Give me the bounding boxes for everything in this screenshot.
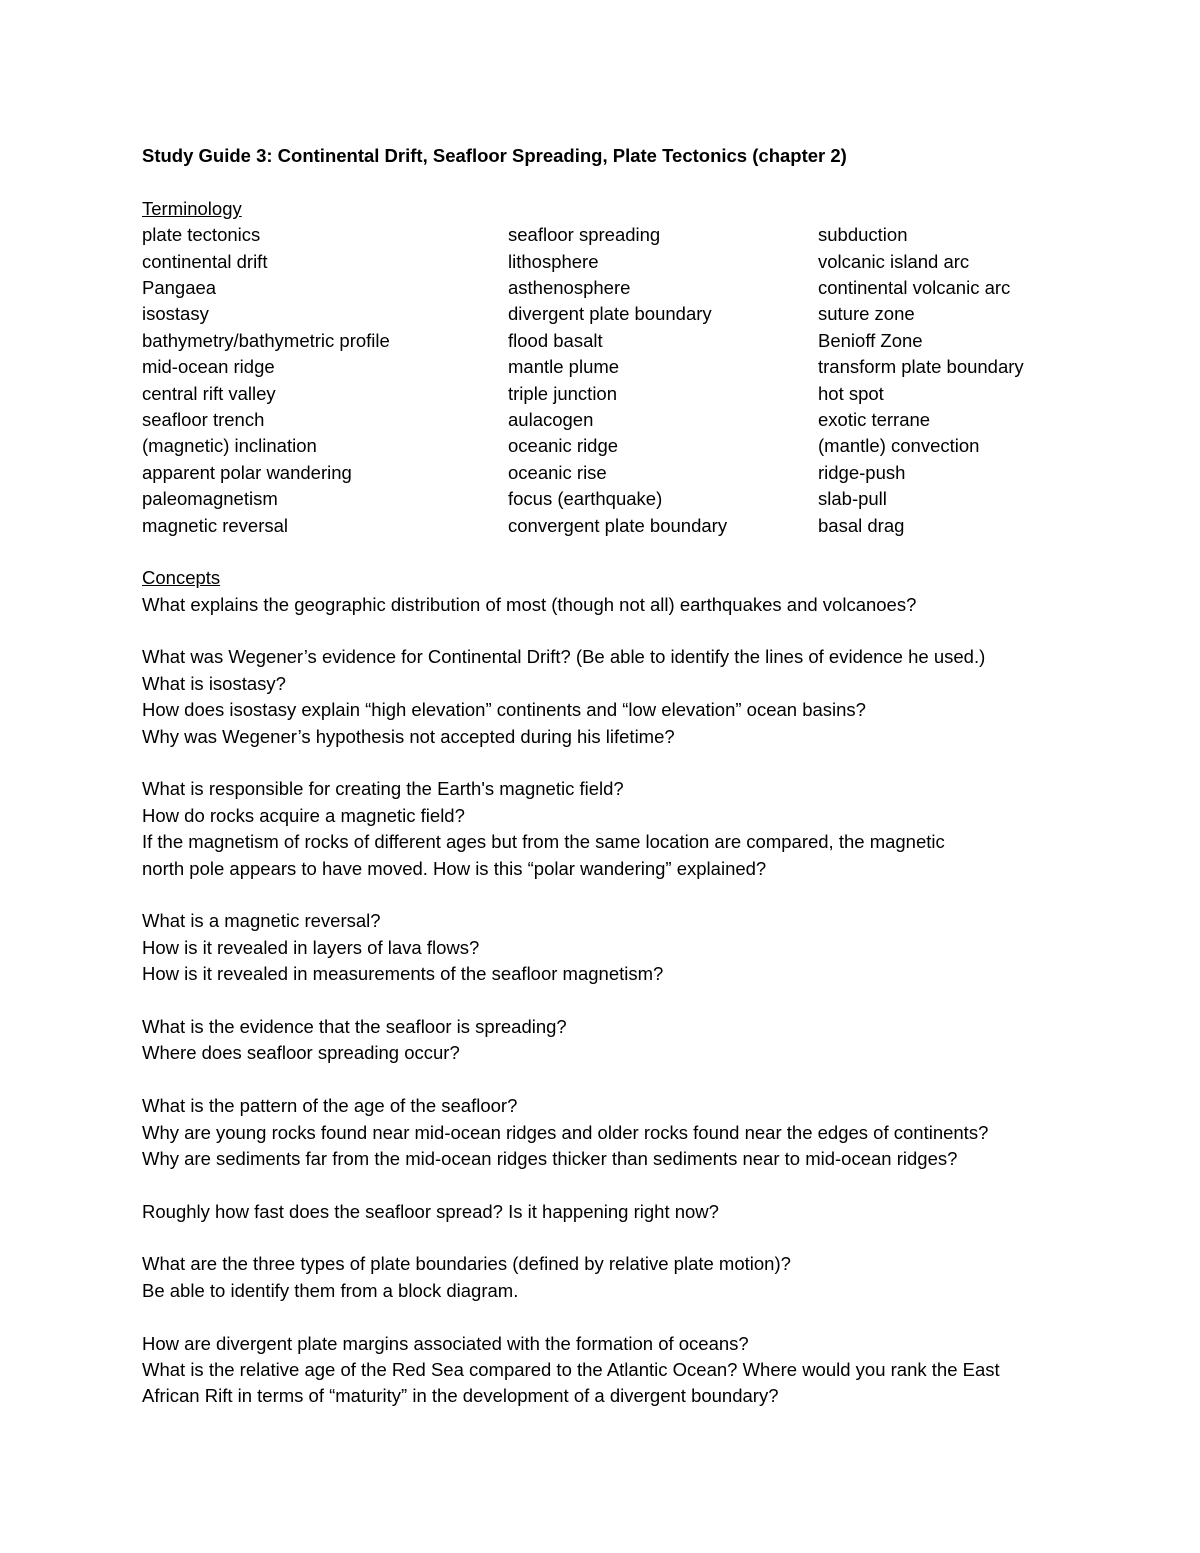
concept-question: What is the evidence that the seafloor is spreading? [142, 1015, 567, 1037]
concept-group [142, 1251, 1102, 1304]
term-item: plate tectonics [142, 224, 261, 246]
term-item: convergent plate boundary [508, 514, 728, 536]
concept-question: How does isostasy explain “high elevation” continents and “low elevation” ocean basins? [142, 699, 866, 721]
concept-group [142, 644, 1102, 750]
term-item: ridge-push [818, 461, 906, 483]
concept-group [142, 1331, 1102, 1410]
concept-question: north pole appears to have moved. How is this “polar wandering” explained? [142, 857, 767, 879]
terminology-table [142, 222, 1102, 539]
term-item: transform plate boundary [818, 356, 1024, 378]
concept-question: What is a magnetic reversal? [142, 910, 381, 932]
concept-question: How are divergent plate margins associated with the formation of oceans? [142, 1332, 749, 1354]
term-item: seafloor spreading [508, 224, 661, 246]
term-item: apparent polar wandering [142, 461, 352, 483]
concept-question: Where does seafloor spreading occur? [142, 1042, 460, 1064]
concept-group [142, 1014, 1102, 1067]
concept-question: What was Wegener’s evidence for Continental Drift? (Be able to identify the lines of evidence he used.) [142, 646, 986, 668]
term-item: Pangaea [142, 276, 217, 298]
terminology-column-3 [818, 222, 1102, 539]
concept-question: How is it revealed in layers of lava flows? [142, 936, 480, 958]
concept-question: What is responsible for creating the Earth's magnetic field? [142, 778, 624, 800]
terminology-heading: Terminology [142, 197, 242, 219]
concept-question: What explains the geographic distribution of most (though not all) earthquakes and volcanoes? [142, 593, 917, 615]
term-item: volcanic island arc [818, 250, 970, 272]
term-item: asthenosphere [508, 276, 631, 298]
terminology-column-2 [508, 222, 818, 539]
term-item: oceanic ridge [508, 435, 619, 457]
concept-question: If the magnetism of rocks of different ages but from the same location are compared, the magnetic [142, 831, 945, 853]
term-item: focus (earthquake) [508, 488, 663, 510]
term-item: bathymetry/bathymetric profile [142, 329, 390, 351]
term-item: oceanic rise [508, 461, 607, 483]
term-item: exotic terrane [818, 408, 931, 430]
term-item: subduction [818, 224, 908, 246]
term-item: paleomagnetism [142, 488, 278, 510]
term-item: triple junction [508, 382, 618, 404]
document-page [142, 143, 1102, 1436]
concept-question: How is it revealed in measurements of the seafloor magnetism? [142, 963, 664, 985]
term-item: slab-pull [818, 488, 887, 510]
concept-group [142, 908, 1102, 987]
term-item: (mantle) convection [818, 435, 980, 457]
term-item: seafloor trench [142, 408, 265, 430]
term-item: Benioff Zone [818, 329, 923, 351]
concept-question: Be able to identify them from a block diagram. [142, 1279, 519, 1301]
term-item: continental volcanic arc [818, 276, 1011, 298]
concepts-list [142, 592, 1102, 1410]
term-item: suture zone [818, 303, 915, 325]
term-item: continental drift [142, 250, 268, 272]
concept-question: What is isostasy? [142, 672, 286, 694]
term-item: central rift valley [142, 382, 276, 404]
concept-question: Why was Wegener’s hypothesis not accepted during his lifetime? [142, 725, 675, 747]
concept-question: African Rift in terms of “maturity” in the development of a divergent boundary? [142, 1385, 779, 1407]
concept-group [142, 1093, 1102, 1172]
concept-group [142, 776, 1102, 882]
page-title: Study Guide 3: Continental Drift, Seafloor Spreading, Plate Tectonics (chapter 2) [142, 145, 847, 166]
term-item: mantle plume [508, 356, 620, 378]
term-item: basal drag [818, 514, 905, 536]
term-item: magnetic reversal [142, 514, 289, 536]
concept-question: What are the three types of plate boundaries (defined by relative plate motion)? [142, 1253, 791, 1275]
term-item: isostasy [142, 303, 209, 325]
term-item: mid-ocean ridge [142, 356, 275, 378]
concept-question: Why are young rocks found near mid-ocean ridges and older rocks found near the edges of continents? [142, 1121, 989, 1143]
terminology-column-1 [142, 222, 508, 539]
concept-question: Roughly how fast does the seafloor spread? Is it happening right now? [142, 1200, 719, 1222]
concept-group [142, 1199, 1102, 1225]
term-item: hot spot [818, 382, 884, 404]
concept-question: What is the relative age of the Red Sea compared to the Atlantic Ocean? Where would you rank the East [142, 1359, 1000, 1381]
concept-group [142, 592, 1102, 618]
term-item: (magnetic) inclination [142, 435, 317, 457]
term-item: divergent plate boundary [508, 303, 712, 325]
concept-question: What is the pattern of the age of the seafloor? [142, 1095, 518, 1117]
concepts-heading: Concepts [142, 567, 221, 589]
term-item: aulacogen [508, 408, 594, 430]
concept-question: How do rocks acquire a magnetic field? [142, 804, 465, 826]
concept-question: Why are sediments far from the mid-ocean ridges thicker than sediments near to mid-ocean ridges? [142, 1147, 958, 1169]
term-item: lithosphere [508, 250, 599, 272]
term-item: flood basalt [508, 329, 603, 351]
